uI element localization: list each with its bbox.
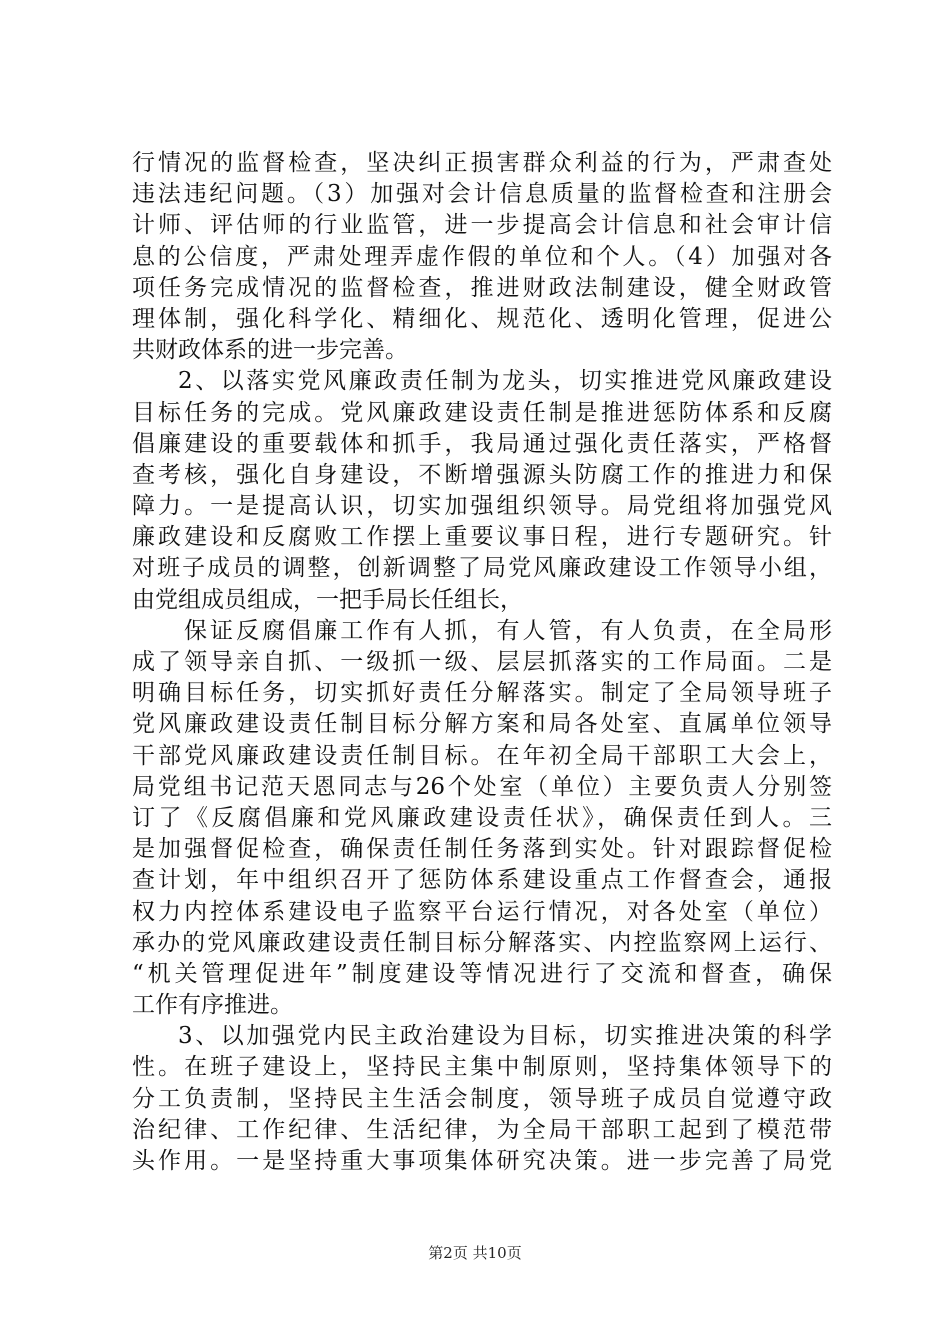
text-line: 工作有序推进。 <box>132 992 293 1019</box>
text-line: 头作用。一是坚持重大事项集体研究决策。进一步完善了局党 <box>132 1148 832 1174</box>
text-line: 保证反腐倡廉工作有人抓，有人管，有人负责，在全局形 <box>184 617 832 644</box>
text-line: 项任务完成情况的监督检查，推进财政法制建设，健全财政管 <box>132 274 832 301</box>
text-line: 是加强督促检查，确保责任制任务落到实处。针对跟踪督促检 <box>132 836 832 863</box>
text-line: 成了领导亲自抓、一级抓一级、层层抓落实的工作局面。二是 <box>132 649 832 675</box>
text-line: 2、以落实党风廉政责任制为龙头，切实推进党风廉政建设 <box>178 368 832 395</box>
text-line: 息的公信度，严肃处理弄虚作假的单位和个人。（4）加强对各 <box>132 243 832 270</box>
text-line: 性。在班子建设上，坚持民主集中制原则，坚持集体领导下的 <box>132 1054 832 1081</box>
text-line: 共财政体系的进一步完善。 <box>132 337 408 364</box>
text-line: 障力。一是提高认识，切实加强组织领导。局党组将加强党风 <box>132 493 832 520</box>
text-line: 倡廉建设的重要载体和抓手，我局通过强化责任落实，严格督 <box>132 430 832 457</box>
text-line: 计师、评估师的行业监管，进一步提高会计信息和社会审计信 <box>132 212 832 239</box>
body-text <box>132 148 832 1177</box>
text-line: “机关管理促进年”制度建设等情况进行了交流和督查，确保 <box>132 960 832 987</box>
text-line: 干部党风廉政建设责任制目标。在年初全局干部职工大会上， <box>132 742 832 769</box>
text-line: 廉政建设和反腐败工作摆上重要议事日程，进行专题研究。针 <box>132 524 832 551</box>
text-line: 由党组成员组成，一把手局长任组长， <box>132 586 523 613</box>
text-line: 对班子成员的调整，创新调整了局党风廉政建设工作领导小组， <box>132 555 832 582</box>
text-line: 查考核，强化自身建设，不断增强源头防腐工作的推进力和保 <box>132 461 832 488</box>
text-line: 查计划，年中组织召开了惩防体系建设重点工作督查会，通报 <box>132 867 832 894</box>
page-number-footer: 第2页 共10页 <box>428 1244 522 1262</box>
text-line: 违法违纪问题。（3）加强对会计信息质量的监督检查和注册会 <box>132 181 832 208</box>
text-line: 治纪律、工作纪律、生活纪律，为全局干部职工起到了模范带 <box>132 1116 832 1143</box>
text-line: 订了《反腐倡廉和党风廉政建设责任状》，确保责任到人。三 <box>132 804 832 831</box>
text-line: 局党组书记范天恩同志与26个处室（单位）主要负责人分别签 <box>132 773 832 800</box>
text-line: 3、以加强党内民主政治建设为目标，切实推进决策的科学 <box>178 1023 832 1050</box>
text-line: 承办的党风廉政建设责任制目标分解落实、内控监察网上运行、 <box>132 929 832 956</box>
text-line: 明确目标任务，切实抓好责任分解落实。制定了全局领导班子 <box>132 680 832 707</box>
text-line: 目标任务的完成。党风廉政建设责任制是推进惩防体系和反腐 <box>132 399 832 426</box>
text-line: 权力内控体系建设电子监察平台运行情况，对各处室（单位） <box>132 898 832 925</box>
text-line: 党风廉政建设责任制目标分解方案和局各处室、直属单位领导 <box>132 711 832 738</box>
text-line: 行情况的监督检查，坚决纠正损害群众利益的行为，严肃查处 <box>132 150 832 176</box>
text-line: 理体制，强化科学化、精细化、规范化、透明化管理，促进公 <box>132 305 832 332</box>
text-line: 分工负责制，坚持民主生活会制度，领导班子成员自觉遵守政 <box>132 1085 832 1112</box>
